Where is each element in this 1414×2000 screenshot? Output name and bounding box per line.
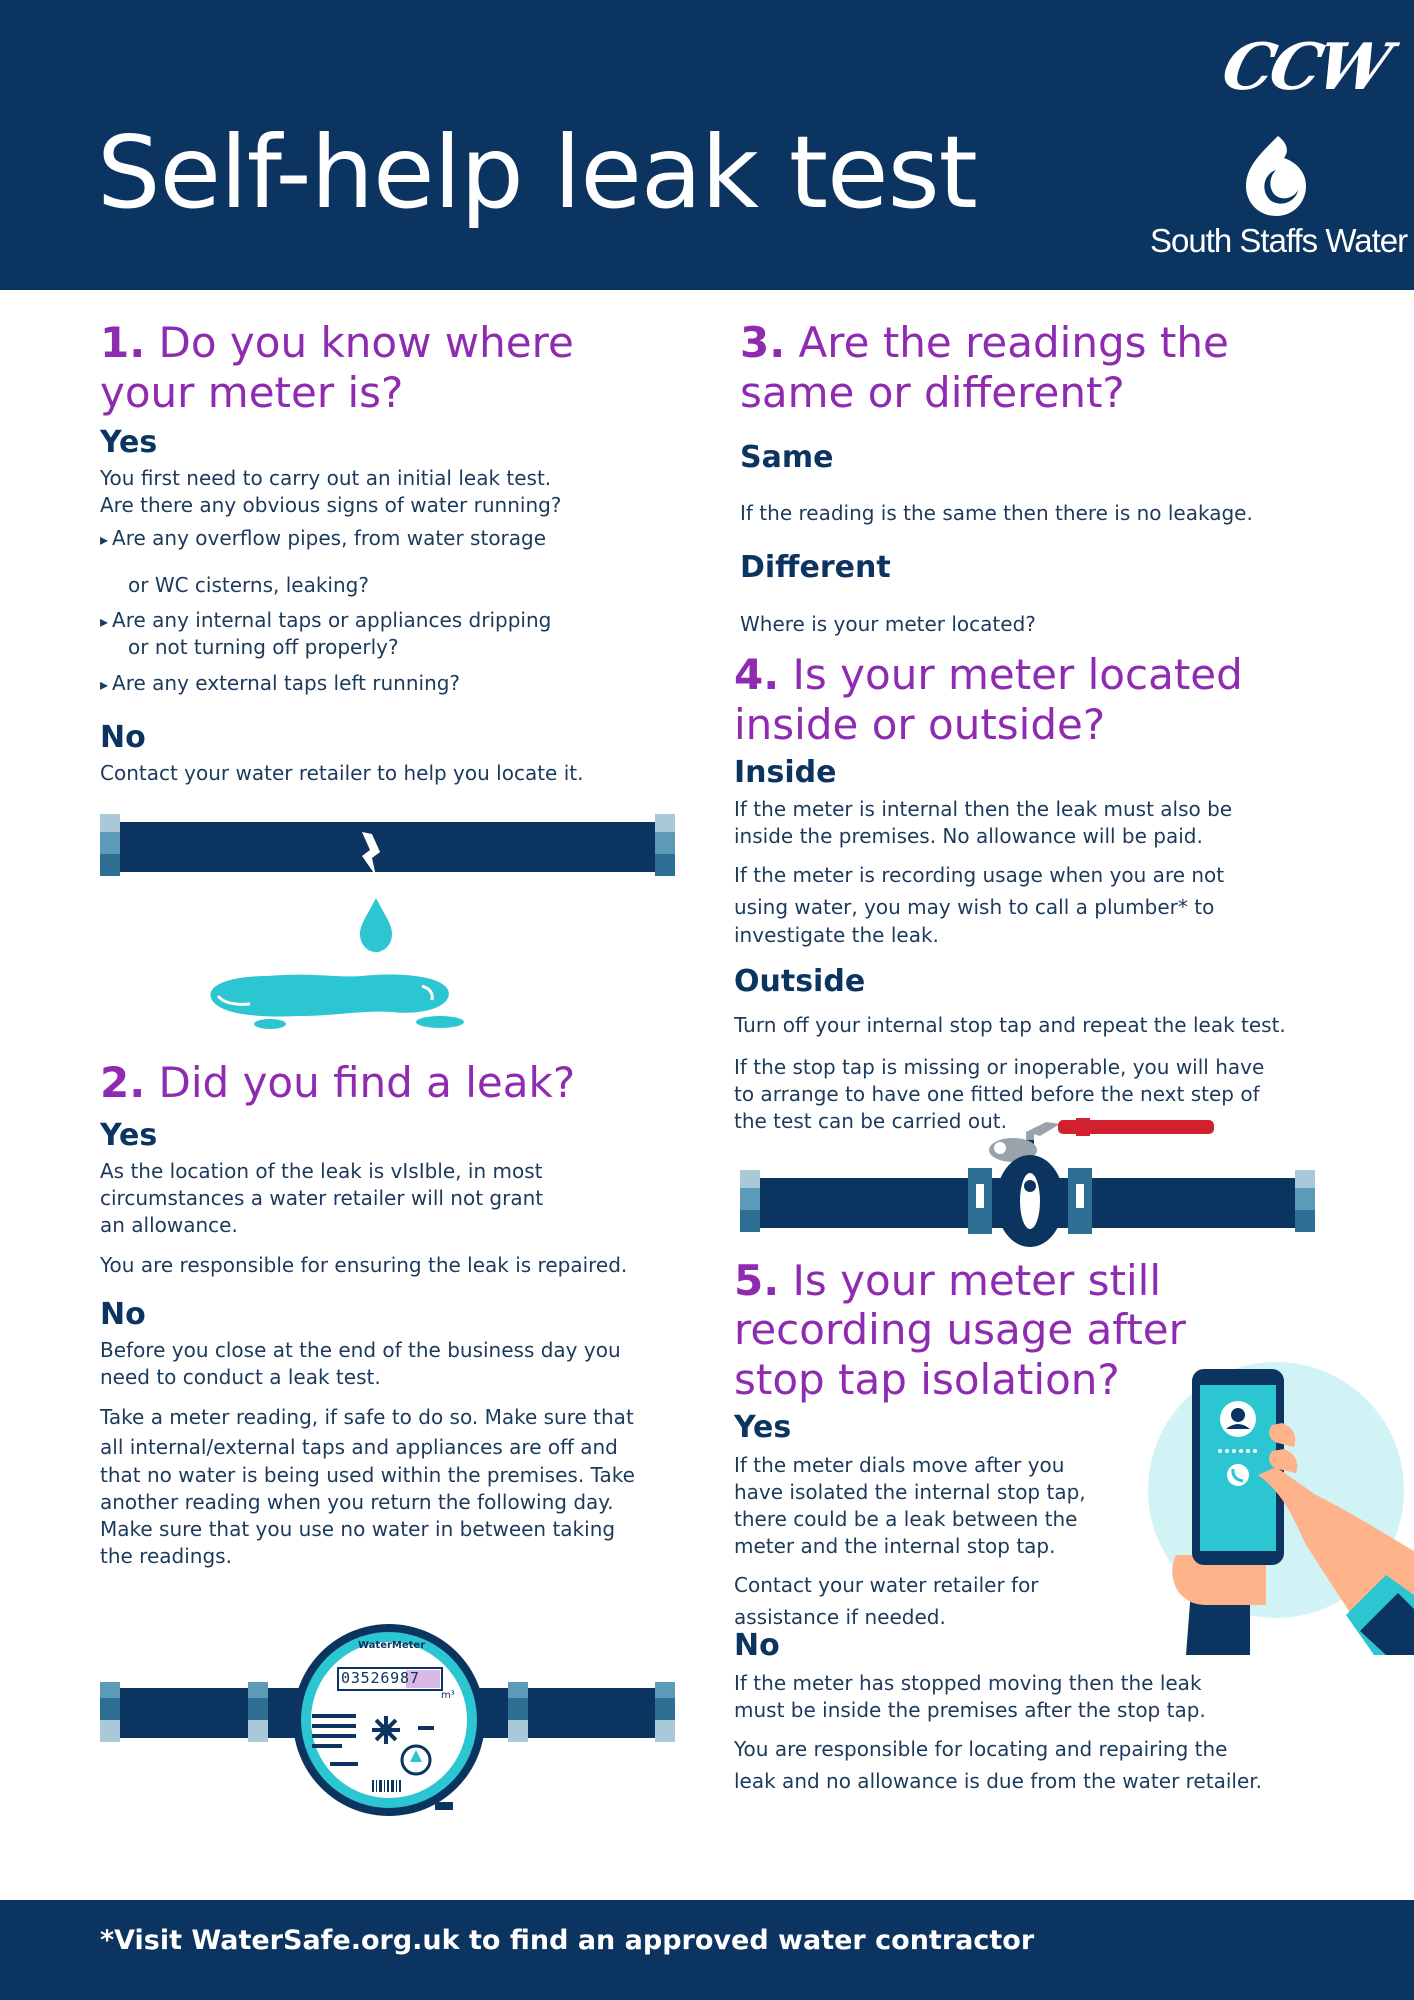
section-3-title xyxy=(740,318,1229,368)
section-4-inside-p2-line1: If the meter is recording usage when you are not xyxy=(734,863,1225,887)
section-4-outside-p2-line1: If the stop tap is missing or inoperable, you will have xyxy=(734,1055,1265,1079)
water-meter-icon xyxy=(100,1630,675,1815)
section-4-title xyxy=(734,650,1243,700)
section-5-yes-p2-line1: Contact your water retailer for xyxy=(734,1573,1039,1597)
broken-pipe-icon xyxy=(100,810,675,1040)
section-1-title xyxy=(100,318,574,368)
section-2-yes-p2: You are responsible for ensuring the leak is repaired. xyxy=(100,1253,628,1277)
section-4-outside-heading: Outside xyxy=(734,964,866,999)
section-3-different-text: Where is your meter located? xyxy=(740,612,1036,636)
section-2-yes-line3: an allowance. xyxy=(100,1213,238,1237)
section-3-number: 3. xyxy=(740,318,786,367)
section-4-number: 4. xyxy=(734,650,780,699)
section-4-inside-p2-line2: using water, you may wish to call a plumber* to xyxy=(734,895,1215,919)
section-2-number: 2. xyxy=(100,1058,146,1107)
section-2-title xyxy=(100,1058,575,1108)
section-5-title-line1: Is your meter still xyxy=(792,1256,1161,1305)
section-5-no-p2-line1: You are responsible for locating and repairing the xyxy=(734,1737,1228,1761)
section-2-no-p2-line5: Make sure that you use no water in between taking xyxy=(100,1517,616,1541)
section-3-title-line2: same or different? xyxy=(740,368,1125,417)
stop-tap-pipe-icon xyxy=(740,1128,1315,1246)
south-staffs-drop-icon xyxy=(1240,136,1310,216)
section-2-yes-line1: As the location of the leak is vIsIble, in most xyxy=(100,1159,543,1183)
section-1-bullet-1-cont: or WC cisterns, leaking? xyxy=(128,573,369,597)
section-4-inside-heading: Inside xyxy=(734,755,837,790)
section-3-same-heading: Same xyxy=(740,440,834,475)
section-2-no-line1: Before you close at the end of the business day you xyxy=(100,1338,621,1362)
section-5-title xyxy=(734,1256,1161,1306)
section-5-title-line3: stop tap isolation? xyxy=(734,1355,1120,1404)
section-4-outside-p1: Turn off your internal stop tap and repeat the leak test. xyxy=(734,1013,1286,1037)
section-4-inside-p2-line3: investigate the leak. xyxy=(734,923,939,947)
section-2-no-p2-line1: Take a meter reading, if safe to do so. Make sure that xyxy=(100,1405,634,1429)
section-4-inside-p1-line2: inside the premises. No allowance will be paid. xyxy=(734,824,1203,848)
section-1-title-line1: Do you know where xyxy=(158,318,574,367)
section-1-bullet-1: ▸ Are any overflow pipes, from water storage xyxy=(100,525,546,553)
section-2-no-p2-line2: all internal/external taps and appliances are off and xyxy=(100,1435,618,1459)
puddle-icon xyxy=(210,975,464,1029)
company-name: South Staffs Water xyxy=(1150,222,1408,259)
section-2-title-text: Did you find a leak? xyxy=(158,1058,576,1107)
section-4-title-line2: inside or outside? xyxy=(734,700,1106,749)
section-5-no-heading: No xyxy=(734,1628,780,1663)
section-1-yes-heading: Yes xyxy=(100,425,158,460)
section-5-no-p2-line2: leak and no allowance is due from the water retailer. xyxy=(734,1769,1262,1793)
section-5-yes-p1-line4: meter and the internal stop tap. xyxy=(734,1534,1056,1558)
section-2-no-p2-line3: that no water is being used within the premises. Take xyxy=(100,1463,635,1487)
section-1-title-line2: your meter is? xyxy=(100,368,404,417)
section-1-bullet-2: ▸ Are any internal taps or appliances dripping xyxy=(100,607,551,635)
section-2-no-line2: need to conduct a leak test. xyxy=(100,1365,381,1389)
section-2-no-heading: No xyxy=(100,1297,146,1332)
section-3-same-text: If the reading is the same then there is no leakage. xyxy=(740,501,1253,525)
section-5-yes-p2-line2: assistance if needed. xyxy=(734,1605,946,1629)
section-1-yes-line2: Are there any obvious signs of water running? xyxy=(100,493,562,517)
footer-text: *Visit WaterSafe.org.uk to find an approved water contractor xyxy=(100,1925,1035,1956)
section-1-number: 1. xyxy=(100,318,146,367)
section-5-yes-p1-line2: have isolated the internal stop tap, xyxy=(734,1480,1086,1504)
section-1-bullet-2-cont: or not turning off properly? xyxy=(128,635,399,659)
section-2-no-p2-line4: another reading when you return the following day. xyxy=(100,1490,614,1514)
meter-brand: WaterMeter xyxy=(358,1640,426,1651)
section-4-outside-p2-line2: to arrange to have one fitted before the next step of xyxy=(734,1082,1260,1106)
section-5-yes-p1-line1: If the meter dials move after you xyxy=(734,1453,1065,1477)
phone-call-icon xyxy=(1146,1355,1414,1655)
section-5-yes-heading: Yes xyxy=(734,1410,792,1445)
section-4-title-line1: Is your meter located xyxy=(792,650,1243,699)
section-5-no-p1-line1: If the meter has stopped moving then the leak xyxy=(734,1671,1202,1695)
section-5-number: 5. xyxy=(734,1256,780,1305)
page-title: Self-help leak test xyxy=(97,114,977,231)
ccw-logo: CCW xyxy=(1216,30,1394,105)
section-1-no-heading: No xyxy=(100,720,146,755)
section-4-outside-p2-line3: the test can be carried out. xyxy=(734,1109,1007,1133)
section-3-different-heading: Different xyxy=(740,550,891,585)
section-5-yes-p1-line3: there could be a leak between the xyxy=(734,1507,1078,1531)
meter-reading: 03526987 xyxy=(341,1669,420,1687)
section-2-yes-heading: Yes xyxy=(100,1118,158,1153)
section-4-inside-p1-line1: If the meter is internal then the leak must also be xyxy=(734,797,1233,821)
section-3-title-line1: Are the readings the xyxy=(798,318,1229,367)
section-5-title-line2: recording usage after xyxy=(734,1305,1186,1354)
section-2-yes-line2: circumstances a water retailer will not grant xyxy=(100,1186,544,1210)
section-5-no-p1-line2: must be inside the premises after the stop tap. xyxy=(734,1698,1206,1722)
water-drop-icon xyxy=(360,898,392,952)
section-2-no-p2-line6: the readings. xyxy=(100,1544,232,1568)
section-1-bullet-3: ▸ Are any external taps left running? xyxy=(100,670,460,698)
section-1-yes-line1: You first need to carry out an initial leak test. xyxy=(100,466,552,490)
meter-unit: m³ xyxy=(441,1690,455,1701)
section-1-no-text: Contact your water retailer to help you locate it. xyxy=(100,761,584,785)
